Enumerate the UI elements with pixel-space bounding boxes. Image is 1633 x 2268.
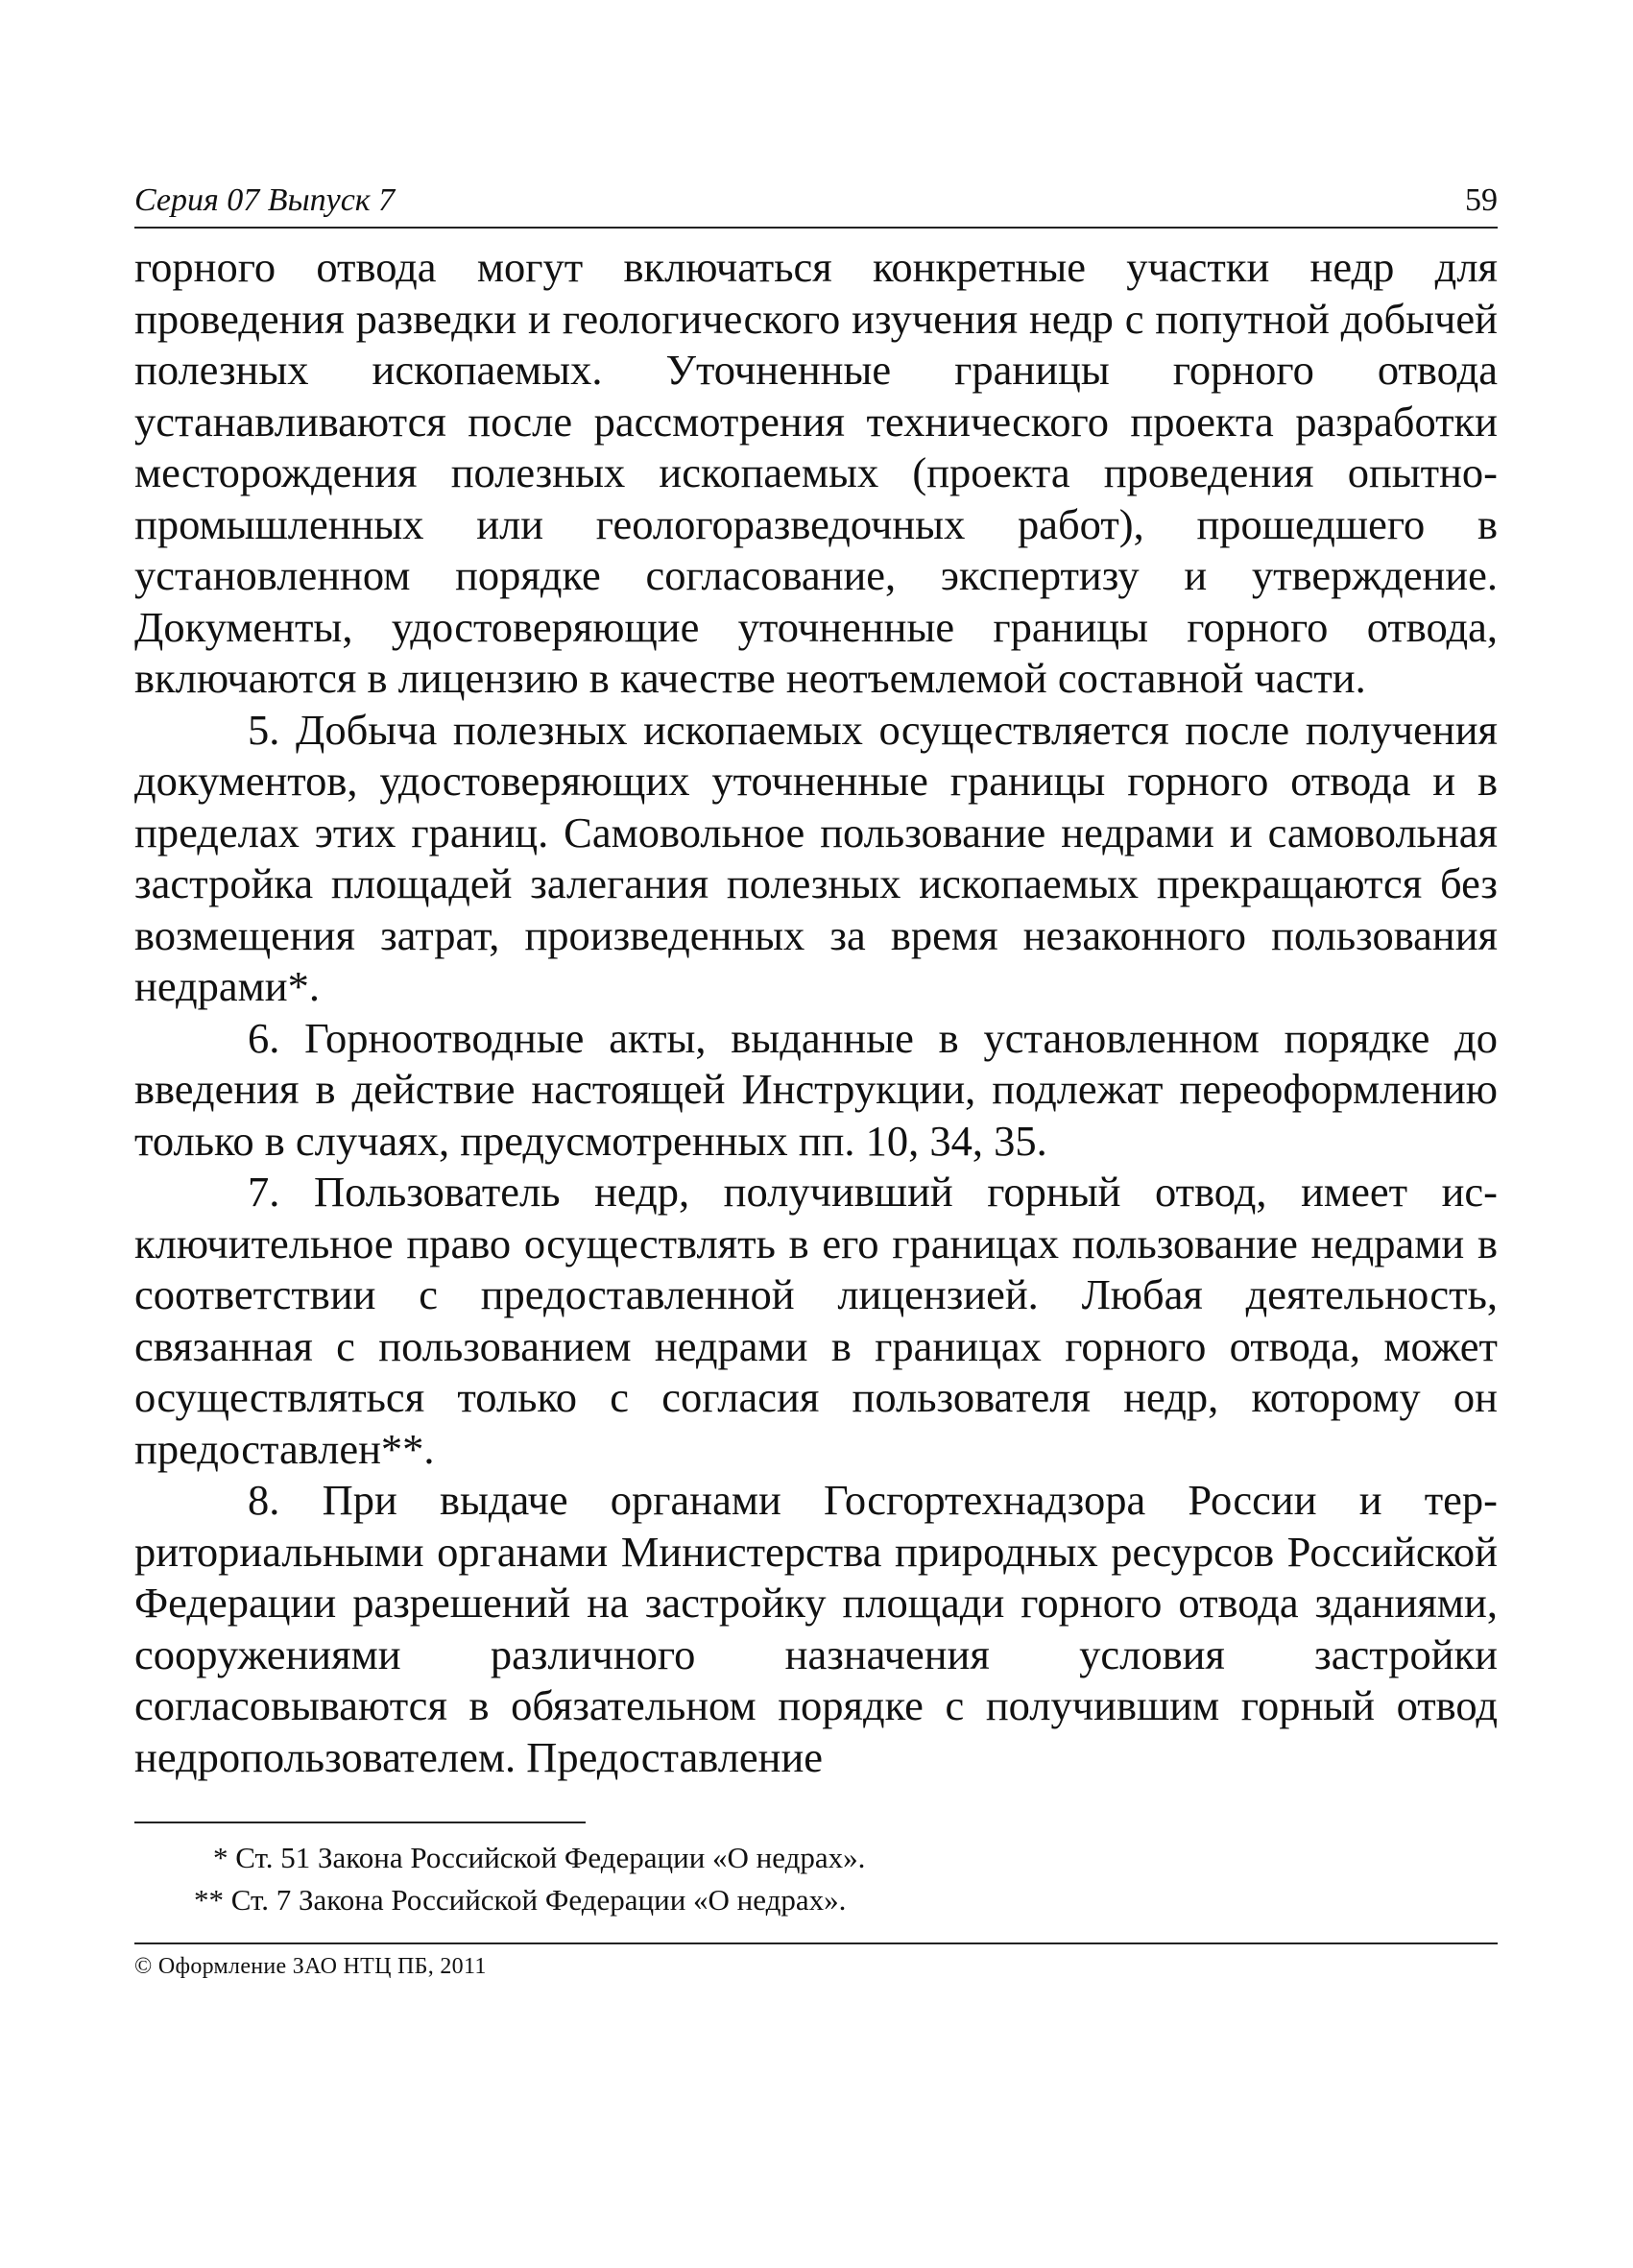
footnote-1: * Ст. 51 Закона Российской Федерации «О недрах». <box>213 1841 866 1874</box>
copyright-notice: © Оформление ЗАО НТЦ ПБ, 2011 <box>134 1954 487 1979</box>
footnote-divider <box>134 1822 586 1823</box>
paragraph-item-7: 7. Пользователь недр, получивший горный отвод, имеет исключительное право осуществлять в его границах пользование недрами в соответствии с предоставленной лицензией. Любая деятельность, связанная с пользованием недрами в границах горного отвода, может осуществляться только с согласия пользователя недр, которому он предоставлен**. <box>134 1168 1498 1473</box>
footnotes <box>134 1837 1498 1921</box>
paragraph-continuation: горного отвода могут включаться конкретные участки недр для проведения разведки и геологического изучения недр с попутной добычей полезных ископаемых. Уточненные границы горного отвода устанавливаются после рассмотрения технического проекта разработки месторождения полезных ископаемых (проекта проведения опытно-промышленных или геологоразведочных работ), прошедшего в установленном порядке согласование, экспертизу и утверждение. Документы, удостоверяющие уточненные границы горного отвода, включаются в лицензию в качестве неотъемлемой составной части. <box>134 243 1498 702</box>
running-header <box>134 182 1498 229</box>
body-text <box>134 242 1498 1783</box>
paragraph-item-6: 6. Горноотводные акты, выданные в установленном порядке до введения в действие настоящей Инструкции, подлежат переоформлению только в случаях, предусмотренных пп. 10, 34, 35. <box>134 1013 1498 1165</box>
footnote-2: ** Ст. 7 Закона Российской Федерации «О недрах». <box>194 1883 847 1917</box>
paragraph-item-5: 5. Добыча полезных ископаемых осуществляется после получения документов, удостоверяющих уточненные границы горного отвода и в пределах этих границ. Самовольное пользование недрами и самовольная застройка площадей залегания полезных ископаемых прекращаются без возмещения затрат, произведенных за время незаконного пользования недрами*. <box>134 705 1498 1010</box>
page-number: 59 <box>1465 182 1498 218</box>
bottom-divider <box>134 1942 1498 1944</box>
series-title: Серия 07 Выпуск 7 <box>134 182 396 218</box>
document-page <box>134 182 1498 1980</box>
paragraph-item-8: 8. При выдаче органами Госгортехнадзора России и территориальными органами Министерства природных ресурсов Российской Федерации разрешений на застройку площади горного отвода зданиями, сооружениями различного назначения условия застройки согласовываются в обязательном порядке с получившим горный отвод недропользователем. Предоставление <box>134 1476 1498 1781</box>
